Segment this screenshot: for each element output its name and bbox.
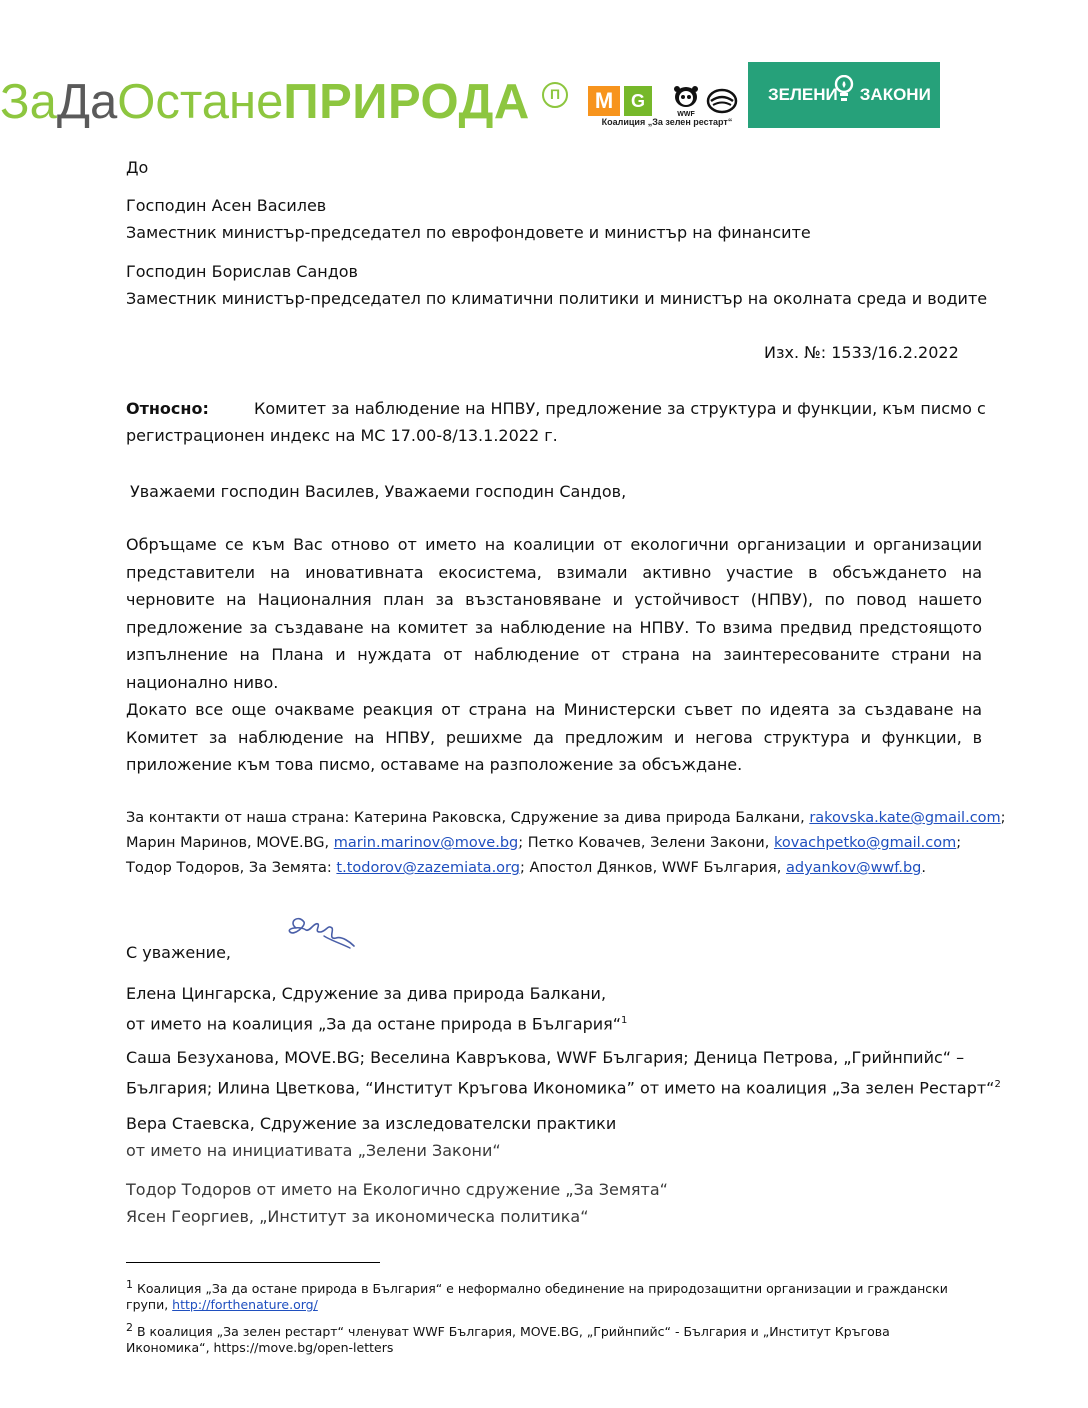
paragraph-1: Обръщаме се към Вас отново от името на коалиции от екологични организации и организации представители на иновативната екосистема, взимали активно участие в обсъждането на черновите на Националния план за възстановяване и устойчивост (НПВУ), по повод нашето предложение за създаване на комитет за наблюдение на НПВУ. То взима предвид предстоящото изпълнение на Плана и нуждата от наблюдение от страна на заинтересованите страни на национално ниво. (126, 535, 982, 692)
paragraph-2: Докато все още очакваме реакция от страна на Министерски съвет по идеята за създаване на Комитет за наблюдение на НПВУ, решихме да предложим и негова структура и функции, в приложение към това писмо, оставаме на разположение за обсъждане. (126, 700, 982, 774)
signatory-1-line2: от името на коалиция „За да остане природа в България“$^1$ (126, 1014, 628, 1034)
contacts-punct: ; (956, 835, 962, 851)
logo-mark-icon: П (542, 82, 568, 108)
contacts-line-1 (126, 806, 1006, 831)
contacts-text: ; Петко Ковачев, Зелени Закони, (518, 835, 774, 851)
earth-icon (706, 88, 738, 114)
signatory-5-line: Ясен Георгиев, „Институт за икономическа политика“ (126, 1207, 589, 1226)
coalition-caption: Коалиция „За зелен рестарт“ (601, 117, 733, 127)
forthenature-link[interactable]: http://forthenature.org/ (172, 1297, 318, 1312)
wwf-panda-icon (672, 84, 700, 118)
contacts-text: Марин Маринов, MOVE.BG, (126, 835, 334, 851)
subject-line2: регистрационен индекс на МС 17.00-8/13.1.2022 г. (126, 426, 558, 445)
logo-priroda: ПРИРОДА (283, 75, 530, 129)
email-link-todorov[interactable]: t.todorov@zazemiata.org (336, 860, 520, 876)
email-link-dyankov[interactable]: adyankov@wwf.bg (785, 860, 922, 876)
closing: С уважение, (126, 943, 232, 962)
recipient2-name: Господин Борислав Сандов (126, 262, 358, 281)
contacts-line-2 (126, 831, 961, 856)
green-restart-coalition-logos (588, 84, 738, 130)
recipient2-title: Заместник министър-председател по климатични политики и министър на околната среда и водите (126, 289, 988, 308)
logo-da: Да (56, 75, 118, 129)
subject-line1: Комитет за наблюдение на НПВУ, предложение за структура и функции, към писмо с (254, 399, 986, 418)
signatory-1-line1: Елена Цингарска, Сдружение за дива природа Балкани, (126, 984, 607, 1003)
footnote-2-cont: Икономика“, https://move.bg/open-letters (126, 1340, 394, 1355)
footnote-1-number: 1 (126, 1278, 133, 1291)
email-link-rakovska[interactable]: rakovska.kate@gmail.com (809, 810, 1001, 826)
subject-label: Относно: (126, 399, 209, 418)
contacts-punct: . (921, 860, 926, 876)
footnote-divider (126, 1262, 380, 1263)
handwritten-signature (284, 910, 360, 952)
contacts-text: Тодор Тодоров, За Земята: (126, 860, 337, 876)
signatory-4-line1: Тодор Тодоров от името на Екологично сдружение „За Земята“ (126, 1180, 668, 1199)
footnote-1-cont: групи, http://forthenature.org/ (126, 1297, 318, 1312)
recipient1-title: Заместник министър-председател по еврофондовете и министър на финансите (126, 223, 811, 242)
recipient1-name: Господин Асен Василев (126, 196, 327, 215)
signatory-3-line2: от името на инициативата „Зелени Закони“ (126, 1141, 501, 1160)
email-link-kovachev[interactable]: kovachpetko@gmail.com (773, 835, 957, 851)
footnote-ref-2: 2 (994, 1079, 1001, 1090)
logo-ostane: Остане (117, 75, 284, 129)
footnote-ref-1: 1 (621, 1015, 628, 1026)
zakoni-word: ЗАКОНИ (859, 85, 931, 104)
contacts-punct: ; (1000, 810, 1006, 826)
salutation: Уважаеми господин Василев, Уважаеми господин Сандов, (130, 482, 627, 501)
footnote-1-text: Коалиция „За да остане природа в България“ е неформално обединение на природозащитни организации и граждански (133, 1281, 948, 1297)
lightbulb-icon (834, 75, 854, 105)
zeleni-word: ЗЕЛЕНИ (768, 85, 838, 104)
to-label: До (126, 158, 149, 177)
signatory-3-line1: Вера Стаевска, Сдружение за изследователски практики (126, 1114, 617, 1133)
reference-number: Изх. №: 1533/16.2.2022 (764, 343, 959, 362)
move-bg-logo: M (588, 86, 620, 116)
greenpeace-logo: G (624, 86, 652, 116)
contacts-text: ; Апостол Дянков, WWF България, (519, 860, 786, 876)
contacts-line-3 (126, 856, 926, 881)
logo-za: За (0, 75, 57, 129)
contacts-text: За контакти от наша страна: Катерина Раковска, Сдружение за дива природа Балкани, (126, 810, 810, 826)
signatory-2-line2: България; Илина Цветкова, “Институт Кръгова Икономика” от името на коалиция „За зелен Рестарт“$^2$ (126, 1078, 1001, 1098)
zeleni-zakoni-logo (748, 62, 940, 128)
logo-za-da-ostane-priroda (0, 70, 530, 134)
svg-text:WWF: WWF (677, 111, 695, 118)
footnote-2-number: 2 (126, 1321, 133, 1334)
signatory-2-line1: Саша Безуханова, MOVE.BG; Веселина Кавръкова, WWF България; Деница Петрова, „Грийнпийс“ – (126, 1048, 965, 1067)
footnote-2-text: В коалиция „За зелен рестарт“ членуват WWF България, MOVE.BG, „Грийнпийс“ - България и „Институт Кръгова (133, 1324, 890, 1340)
email-link-marinov[interactable]: marin.marinov@move.bg (333, 835, 519, 851)
